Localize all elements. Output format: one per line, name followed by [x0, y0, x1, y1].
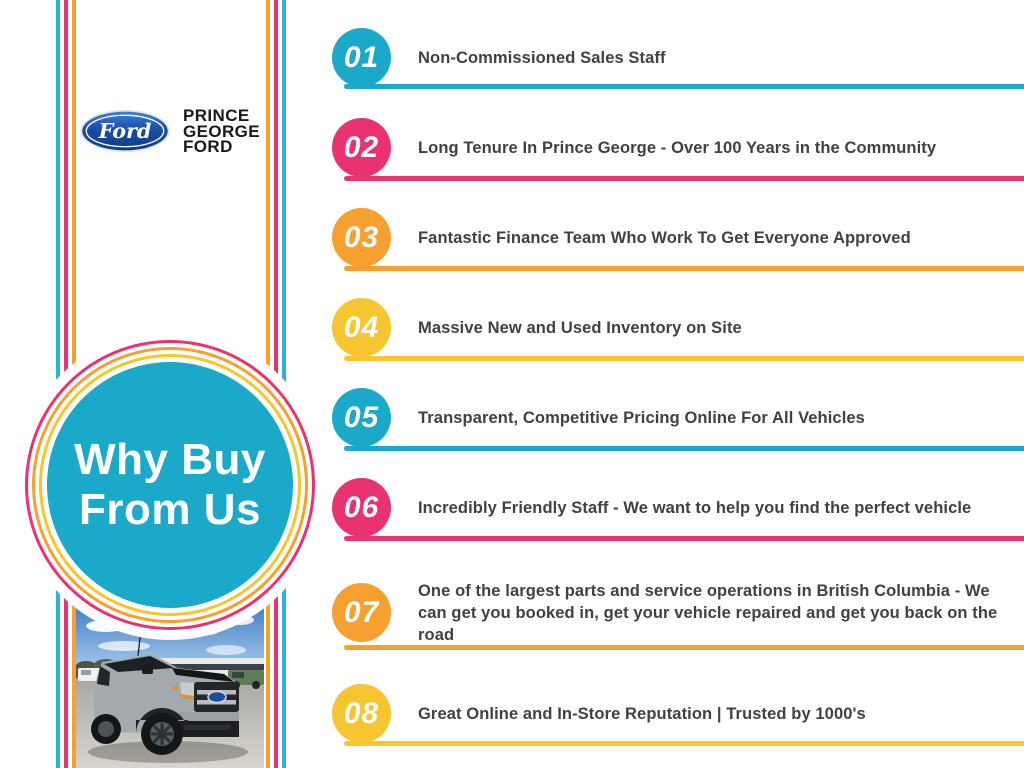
brand-block	[80, 108, 260, 155]
why-buy-line2: From Us	[79, 485, 261, 534]
benefit-number-badge	[332, 684, 391, 743]
benefit-number: 01	[343, 40, 380, 74]
dealer-name-line3: FORD	[183, 137, 233, 156]
benefit-text: Great Online and In-Store Reputation | Trusted by 1000's	[418, 704, 866, 723]
benefit-text: Massive New and Used Inventory on Site	[418, 318, 742, 337]
benefit-number: 08	[343, 696, 380, 730]
benefit-number: 07	[343, 595, 380, 629]
benefit-underline	[344, 266, 1024, 271]
dealer-name	[183, 108, 260, 155]
dealer-name-line1: PRINCE	[183, 106, 250, 125]
benefit-item	[0, 28, 1024, 87]
benefit-number-badge	[332, 298, 391, 357]
benefit-number-badge	[332, 208, 391, 267]
truck-photo	[76, 602, 264, 768]
dealer-name-line2: GEORGE	[183, 121, 261, 141]
benefit-underline	[344, 645, 1024, 650]
benefit-number-badge	[332, 388, 391, 447]
benefit-text: Transparent, Competitive Pricing Online For All Vehicles	[418, 408, 865, 427]
ford-wordmark: Ford	[98, 119, 152, 144]
benefit-underline	[344, 741, 1024, 746]
benefit-underline	[344, 446, 1024, 451]
benefit-number: 06	[343, 490, 380, 524]
benefit-text: Long Tenure In Prince George - Over 100 Years in the Community	[418, 138, 937, 157]
benefit-item	[0, 208, 1024, 267]
benefit-underline	[344, 176, 1024, 181]
benefit-underline	[344, 84, 1024, 89]
why-buy-title	[74, 435, 266, 535]
ford-logo-icon	[80, 109, 170, 153]
benefit-number: 04	[343, 310, 380, 344]
why-buy-line1: Why Buy	[74, 435, 266, 484]
benefit-text: Fantastic Finance Team Who Work To Get Everyone Approved	[418, 228, 911, 247]
benefit-text: Non-Commissioned Sales Staff	[418, 48, 666, 67]
benefit-number-badge	[332, 478, 391, 537]
benefit-number-badge	[332, 28, 391, 87]
benefit-item	[0, 298, 1024, 357]
benefit-number: 03	[343, 220, 380, 254]
benefit-underline	[344, 356, 1024, 361]
benefit-number-badge	[332, 118, 391, 177]
benefit-underline	[344, 536, 1024, 541]
why-buy-badge	[47, 362, 293, 608]
benefit-text: One of the largest parts and service operations in British Columbia - We can get you booked in, get your vehicle repaired and get you back on the road	[418, 581, 998, 644]
benefit-number: 02	[343, 130, 380, 164]
truck-photo-illustration	[76, 602, 264, 768]
benefit-number-badge	[332, 583, 391, 642]
benefit-number: 05	[343, 400, 380, 434]
benefit-text: Incredibly Friendly Staff - We want to help you find the perfect vehicle	[418, 498, 972, 517]
